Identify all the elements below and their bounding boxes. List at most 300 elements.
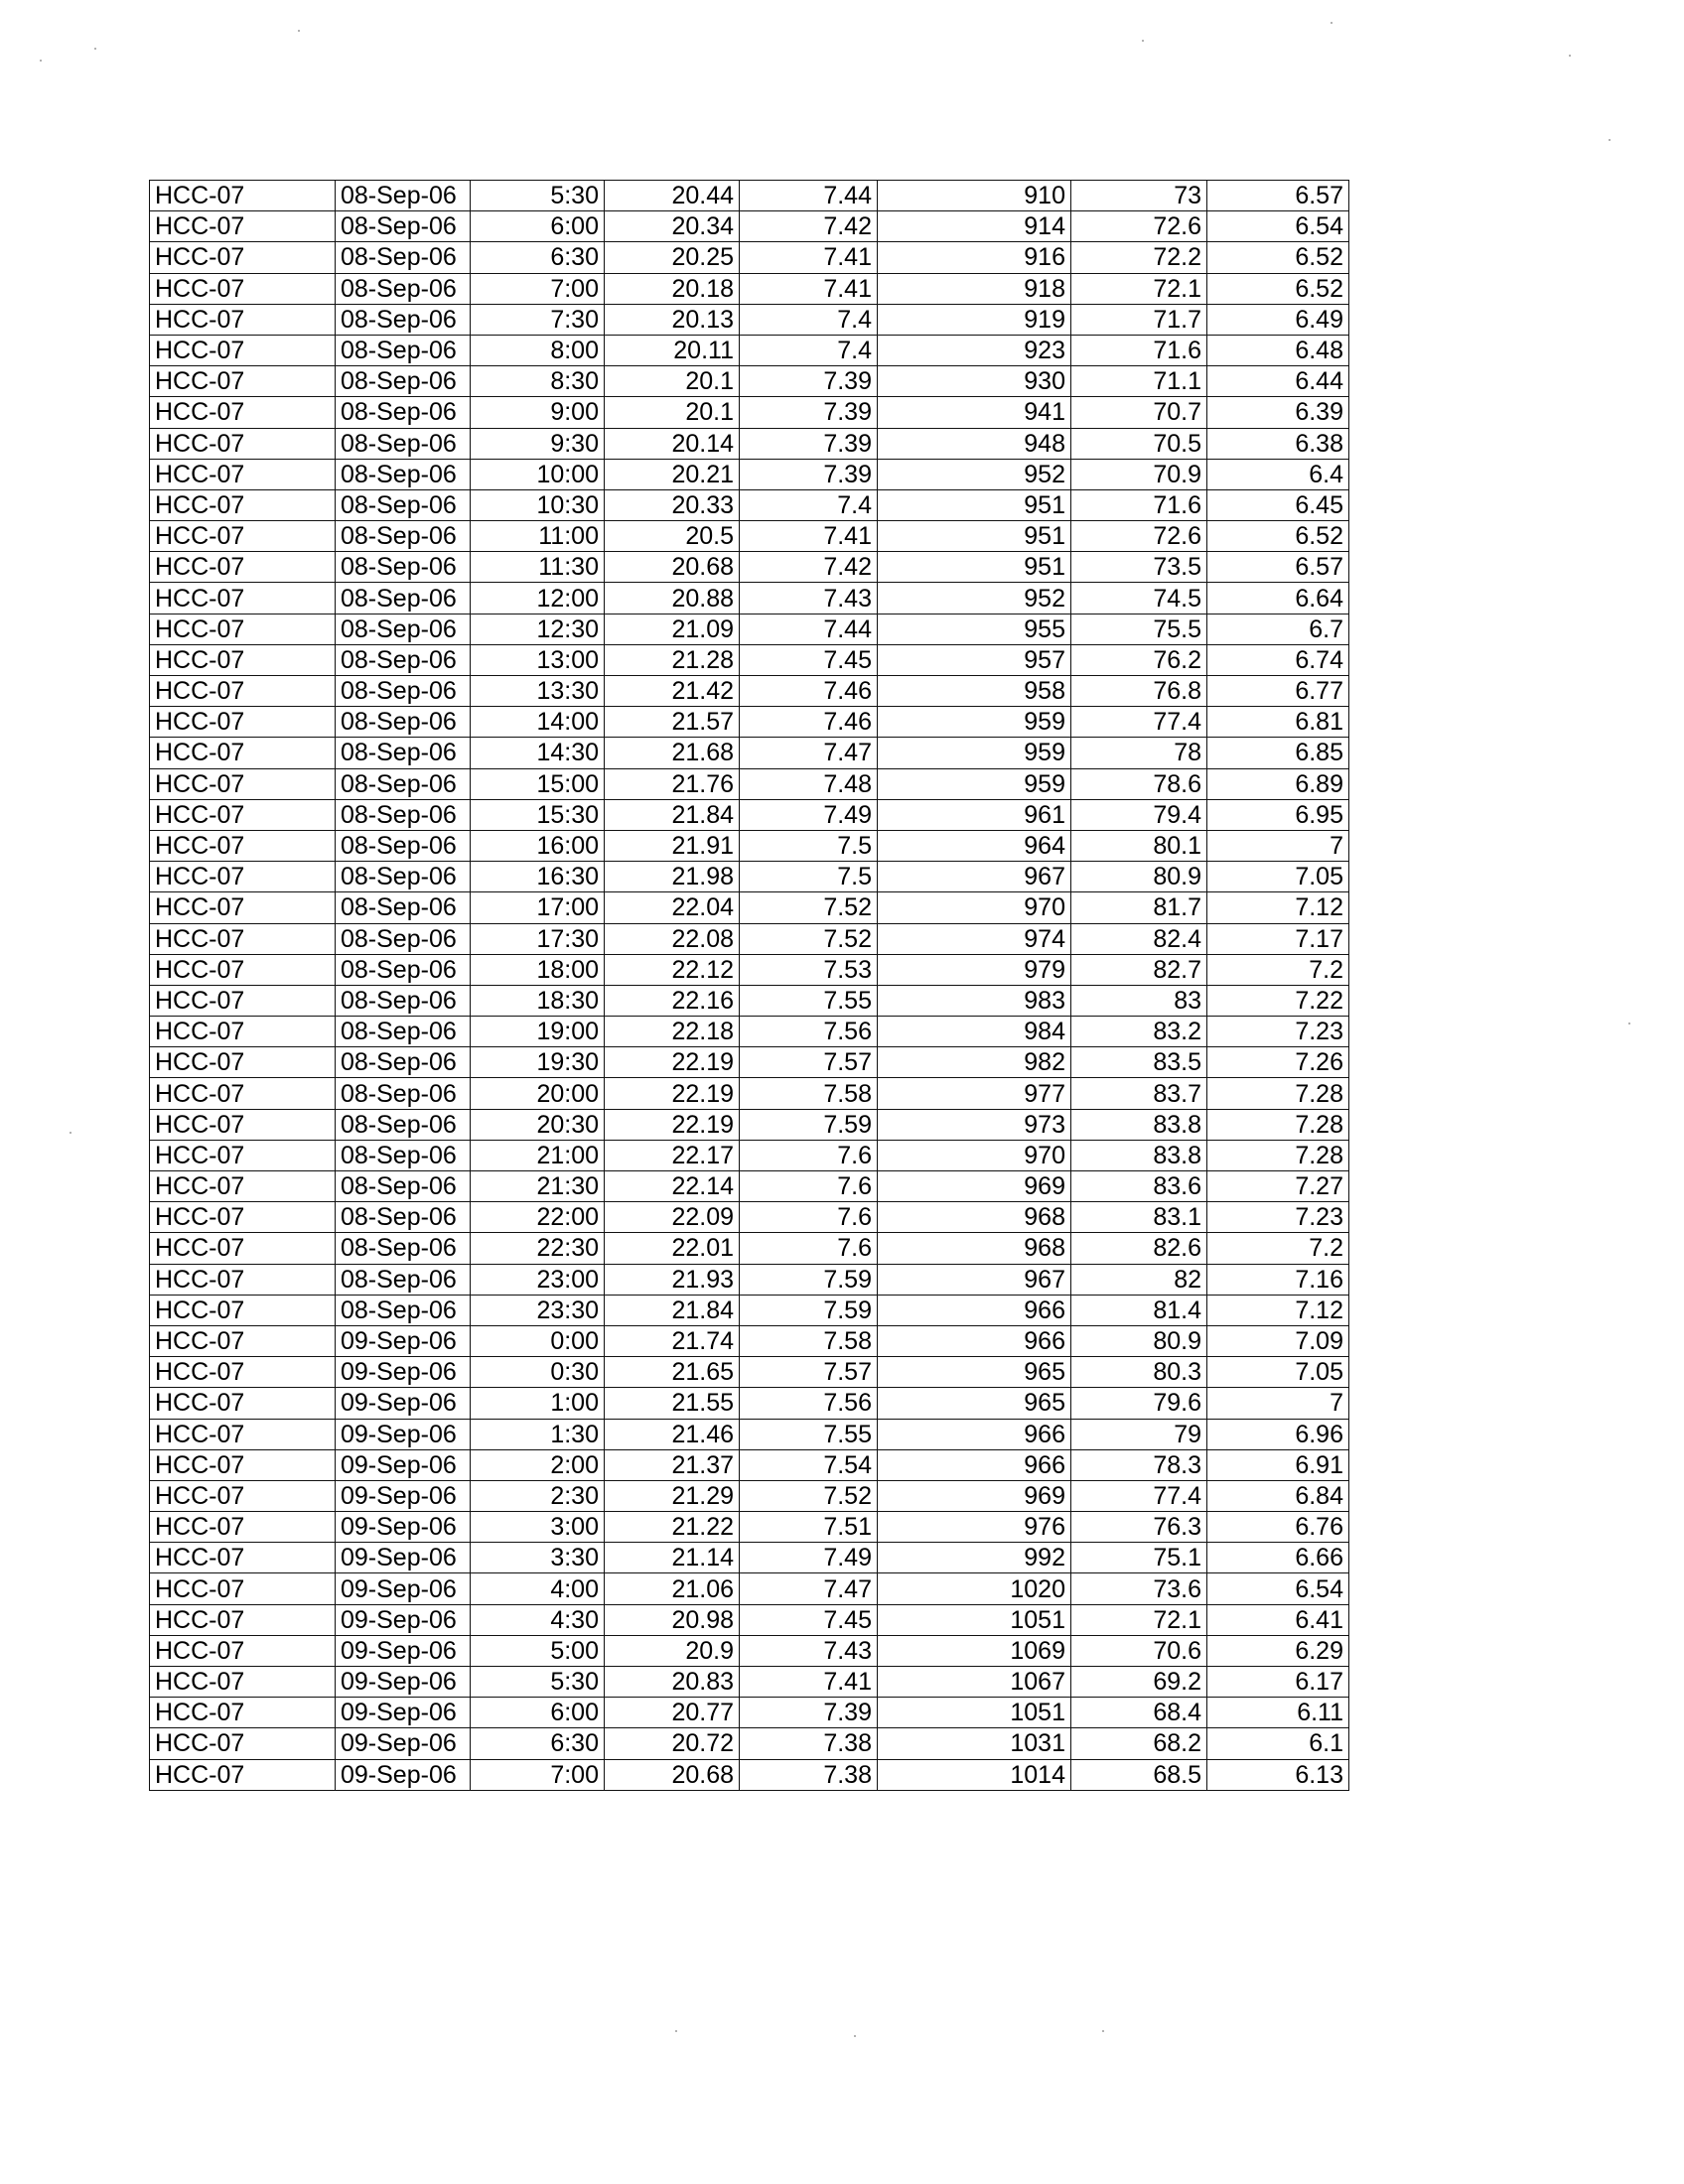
value-1-cell: 21.55 [605,1388,740,1419]
value-1-cell: 20.13 [605,304,740,335]
value-1-cell: 21.93 [605,1264,740,1295]
value-2-cell: 7.4 [740,489,878,520]
value-2-cell: 7.38 [740,1728,878,1759]
date-cell: 09-Sep-06 [336,1512,471,1543]
time-cell: 16:30 [471,862,605,892]
value-2-cell: 7.6 [740,1202,878,1233]
value-5-cell: 7.2 [1207,954,1349,985]
value-1-cell: 20.44 [605,181,740,211]
date-cell: 09-Sep-06 [336,1543,471,1573]
value-3-cell: 982 [878,1047,1071,1078]
time-cell: 19:00 [471,1017,605,1047]
value-3-cell: 969 [878,1480,1071,1511]
value-4-cell: 80.9 [1071,1325,1207,1356]
value-4-cell: 83.8 [1071,1109,1207,1140]
value-4-cell: 82.4 [1071,923,1207,954]
value-4-cell: 75.1 [1071,1543,1207,1573]
date-cell: 08-Sep-06 [336,242,471,273]
station-id-cell: HCC-07 [150,304,336,335]
table-row [150,1480,1349,1511]
value-3-cell: 966 [878,1295,1071,1325]
table-row [150,830,1349,861]
station-id-cell: HCC-07 [150,1667,336,1698]
station-id-cell: HCC-07 [150,1357,336,1388]
value-3-cell: 1051 [878,1698,1071,1728]
time-cell: 22:00 [471,1202,605,1233]
value-2-cell: 7.51 [740,1512,878,1543]
table-row [150,552,1349,583]
value-2-cell: 7.56 [740,1388,878,1419]
time-cell: 14:30 [471,738,605,768]
value-3-cell: 973 [878,1109,1071,1140]
station-id-cell: HCC-07 [150,242,336,273]
value-1-cell: 22.17 [605,1140,740,1170]
table-row [150,397,1349,428]
value-5-cell: 7.17 [1207,923,1349,954]
table-body [150,181,1349,1791]
value-3-cell: 976 [878,1512,1071,1543]
value-4-cell: 76.2 [1071,644,1207,675]
value-2-cell: 7.42 [740,552,878,583]
value-4-cell: 83 [1071,985,1207,1016]
time-cell: 23:30 [471,1295,605,1325]
value-5-cell: 7.05 [1207,1357,1349,1388]
table-row [150,1698,1349,1728]
time-cell: 9:00 [471,397,605,428]
value-1-cell: 21.68 [605,738,740,768]
value-1-cell: 21.98 [605,862,740,892]
value-2-cell: 7.39 [740,459,878,489]
value-3-cell: 966 [878,1419,1071,1449]
value-5-cell: 6.95 [1207,799,1349,830]
value-5-cell: 7.28 [1207,1109,1349,1140]
value-5-cell: 7.23 [1207,1017,1349,1047]
value-3-cell: 965 [878,1357,1071,1388]
value-3-cell: 966 [878,1325,1071,1356]
time-cell: 6:00 [471,211,605,242]
value-5-cell: 6.77 [1207,676,1349,707]
value-1-cell: 20.5 [605,521,740,552]
value-3-cell: 957 [878,644,1071,675]
value-2-cell: 7.59 [740,1264,878,1295]
table-row [150,1295,1349,1325]
value-3-cell: 1014 [878,1759,1071,1790]
value-5-cell: 6.1 [1207,1728,1349,1759]
date-cell: 09-Sep-06 [336,1388,471,1419]
value-2-cell: 7.38 [740,1759,878,1790]
value-2-cell: 7.39 [740,428,878,459]
station-id-cell: HCC-07 [150,489,336,520]
value-2-cell: 7.58 [740,1078,878,1109]
time-cell: 8:00 [471,335,605,365]
date-cell: 08-Sep-06 [336,459,471,489]
value-5-cell: 6.66 [1207,1543,1349,1573]
value-1-cell: 22.09 [605,1202,740,1233]
date-cell: 09-Sep-06 [336,1573,471,1604]
time-cell: 16:00 [471,830,605,861]
value-5-cell: 7.28 [1207,1140,1349,1170]
date-cell: 09-Sep-06 [336,1480,471,1511]
value-3-cell: 914 [878,211,1071,242]
value-5-cell: 6.91 [1207,1449,1349,1480]
table-row [150,1325,1349,1356]
table-row [150,1140,1349,1170]
time-cell: 7:30 [471,304,605,335]
station-id-cell: HCC-07 [150,459,336,489]
value-2-cell: 7.41 [740,521,878,552]
station-id-cell: HCC-07 [150,1109,336,1140]
value-3-cell: 974 [878,923,1071,954]
value-1-cell: 22.01 [605,1233,740,1264]
date-cell: 09-Sep-06 [336,1357,471,1388]
date-cell: 08-Sep-06 [336,799,471,830]
value-3-cell: 1051 [878,1604,1071,1635]
value-5-cell: 6.13 [1207,1759,1349,1790]
value-3-cell: 958 [878,676,1071,707]
value-1-cell: 21.65 [605,1357,740,1388]
table-row [150,521,1349,552]
table-row [150,1047,1349,1078]
date-cell: 09-Sep-06 [336,1635,471,1666]
value-2-cell: 7.46 [740,676,878,707]
date-cell: 09-Sep-06 [336,1759,471,1790]
table-row [150,211,1349,242]
value-2-cell: 7.43 [740,1635,878,1666]
value-2-cell: 7.47 [740,1573,878,1604]
value-4-cell: 80.3 [1071,1357,1207,1388]
value-2-cell: 7.44 [740,181,878,211]
date-cell: 08-Sep-06 [336,489,471,520]
time-cell: 2:00 [471,1449,605,1480]
station-id-cell: HCC-07 [150,1388,336,1419]
value-3-cell: 961 [878,799,1071,830]
table-row [150,366,1349,397]
value-1-cell: 22.12 [605,954,740,985]
station-id-cell: HCC-07 [150,862,336,892]
date-cell: 08-Sep-06 [336,428,471,459]
time-cell: 3:30 [471,1543,605,1573]
value-2-cell: 7.55 [740,1419,878,1449]
value-1-cell: 22.08 [605,923,740,954]
value-3-cell: 968 [878,1202,1071,1233]
value-1-cell: 21.76 [605,768,740,799]
time-cell: 5:30 [471,1667,605,1698]
value-2-cell: 7.52 [740,1480,878,1511]
value-4-cell: 77.4 [1071,1480,1207,1511]
value-3-cell: 967 [878,862,1071,892]
time-cell: 18:30 [471,985,605,1016]
station-id-cell: HCC-07 [150,676,336,707]
value-3-cell: 968 [878,1233,1071,1264]
value-3-cell: 951 [878,521,1071,552]
station-id-cell: HCC-07 [150,211,336,242]
table-row [150,1233,1349,1264]
value-5-cell: 7.05 [1207,862,1349,892]
time-cell: 11:30 [471,552,605,583]
value-5-cell: 7.12 [1207,892,1349,923]
time-cell: 21:00 [471,1140,605,1170]
value-5-cell: 6.29 [1207,1635,1349,1666]
value-2-cell: 7.39 [740,1698,878,1728]
time-cell: 17:30 [471,923,605,954]
value-5-cell: 6.57 [1207,552,1349,583]
value-1-cell: 20.14 [605,428,740,459]
value-2-cell: 7.47 [740,738,878,768]
table-row [150,676,1349,707]
value-5-cell: 6.45 [1207,489,1349,520]
time-cell: 23:00 [471,1264,605,1295]
value-3-cell: 1020 [878,1573,1071,1604]
value-1-cell: 20.1 [605,397,740,428]
table-row [150,428,1349,459]
time-cell: 0:00 [471,1325,605,1356]
value-3-cell: 930 [878,366,1071,397]
station-id-cell: HCC-07 [150,1604,336,1635]
station-id-cell: HCC-07 [150,273,336,304]
station-id-cell: HCC-07 [150,583,336,614]
station-id-cell: HCC-07 [150,799,336,830]
value-3-cell: 979 [878,954,1071,985]
date-cell: 08-Sep-06 [336,1078,471,1109]
date-cell: 08-Sep-06 [336,335,471,365]
date-cell: 08-Sep-06 [336,304,471,335]
station-id-cell: HCC-07 [150,738,336,768]
value-2-cell: 7.5 [740,830,878,861]
value-2-cell: 7.59 [740,1295,878,1325]
value-3-cell: 910 [878,181,1071,211]
value-1-cell: 20.1 [605,366,740,397]
table-row [150,1759,1349,1790]
value-5-cell: 6.39 [1207,397,1349,428]
value-3-cell: 967 [878,1264,1071,1295]
time-cell: 12:30 [471,614,605,644]
station-id-cell: HCC-07 [150,521,336,552]
value-4-cell: 83.5 [1071,1047,1207,1078]
value-3-cell: 951 [878,552,1071,583]
station-id-cell: HCC-07 [150,892,336,923]
value-4-cell: 82.6 [1071,1233,1207,1264]
value-1-cell: 20.83 [605,1667,740,1698]
value-4-cell: 72.6 [1071,521,1207,552]
data-table [149,180,1349,1791]
value-1-cell: 20.25 [605,242,740,273]
date-cell: 08-Sep-06 [336,552,471,583]
station-id-cell: HCC-07 [150,1264,336,1295]
value-5-cell: 6.74 [1207,644,1349,675]
value-4-cell: 83.1 [1071,1202,1207,1233]
table-row [150,1604,1349,1635]
value-4-cell: 71.6 [1071,489,1207,520]
value-1-cell: 22.19 [605,1047,740,1078]
value-3-cell: 959 [878,707,1071,738]
value-5-cell: 6.57 [1207,181,1349,211]
value-4-cell: 73.5 [1071,552,1207,583]
value-5-cell: 6.54 [1207,1573,1349,1604]
value-4-cell: 68.5 [1071,1759,1207,1790]
time-cell: 7:00 [471,273,605,304]
value-1-cell: 21.14 [605,1543,740,1573]
value-4-cell: 74.5 [1071,583,1207,614]
time-cell: 11:00 [471,521,605,552]
station-id-cell: HCC-07 [150,181,336,211]
station-id-cell: HCC-07 [150,1480,336,1511]
value-1-cell: 21.09 [605,614,740,644]
value-2-cell: 7.39 [740,366,878,397]
value-1-cell: 20.77 [605,1698,740,1728]
value-2-cell: 7.43 [740,583,878,614]
date-cell: 08-Sep-06 [336,1140,471,1170]
date-cell: 08-Sep-06 [336,676,471,707]
station-id-cell: HCC-07 [150,1698,336,1728]
value-2-cell: 7.56 [740,1017,878,1047]
value-3-cell: 952 [878,583,1071,614]
value-2-cell: 7.49 [740,1543,878,1573]
station-id-cell: HCC-07 [150,1017,336,1047]
value-4-cell: 80.1 [1071,830,1207,861]
table-row [150,892,1349,923]
date-cell: 08-Sep-06 [336,738,471,768]
time-cell: 8:30 [471,366,605,397]
value-1-cell: 20.88 [605,583,740,614]
table-row [150,1543,1349,1573]
value-5-cell: 6.52 [1207,273,1349,304]
value-3-cell: 964 [878,830,1071,861]
table-row [150,985,1349,1016]
value-5-cell: 6.48 [1207,335,1349,365]
value-3-cell: 1031 [878,1728,1071,1759]
value-5-cell: 7 [1207,830,1349,861]
station-id-cell: HCC-07 [150,830,336,861]
date-cell: 08-Sep-06 [336,1264,471,1295]
value-5-cell: 7.27 [1207,1171,1349,1202]
value-4-cell: 78.3 [1071,1449,1207,1480]
value-2-cell: 7.49 [740,799,878,830]
value-2-cell: 7.45 [740,644,878,675]
time-cell: 0:30 [471,1357,605,1388]
date-cell: 08-Sep-06 [336,211,471,242]
date-cell: 08-Sep-06 [336,1202,471,1233]
date-cell: 08-Sep-06 [336,862,471,892]
value-1-cell: 20.72 [605,1728,740,1759]
value-4-cell: 68.4 [1071,1698,1207,1728]
value-4-cell: 82.7 [1071,954,1207,985]
station-id-cell: HCC-07 [150,954,336,985]
value-4-cell: 83.8 [1071,1140,1207,1170]
station-id-cell: HCC-07 [150,552,336,583]
value-3-cell: 916 [878,242,1071,273]
value-2-cell: 7.58 [740,1325,878,1356]
time-cell: 6:00 [471,1698,605,1728]
time-cell: 10:30 [471,489,605,520]
table-row [150,768,1349,799]
value-3-cell: 970 [878,892,1071,923]
table-row [150,583,1349,614]
value-1-cell: 21.42 [605,676,740,707]
time-cell: 15:00 [471,768,605,799]
value-2-cell: 7.41 [740,1667,878,1698]
value-5-cell: 7.23 [1207,1202,1349,1233]
time-cell: 20:00 [471,1078,605,1109]
value-5-cell: 6.17 [1207,1667,1349,1698]
time-cell: 5:30 [471,181,605,211]
value-4-cell: 70.7 [1071,397,1207,428]
value-2-cell: 7.42 [740,211,878,242]
value-5-cell: 6.54 [1207,211,1349,242]
time-cell: 15:30 [471,799,605,830]
value-5-cell: 7.16 [1207,1264,1349,1295]
time-cell: 14:00 [471,707,605,738]
value-1-cell: 22.16 [605,985,740,1016]
value-1-cell: 21.74 [605,1325,740,1356]
value-3-cell: 984 [878,1017,1071,1047]
value-4-cell: 71.6 [1071,335,1207,365]
value-2-cell: 7.41 [740,242,878,273]
value-4-cell: 69.2 [1071,1667,1207,1698]
value-5-cell: 6.52 [1207,242,1349,273]
time-cell: 21:30 [471,1171,605,1202]
date-cell: 09-Sep-06 [336,1325,471,1356]
value-4-cell: 78.6 [1071,768,1207,799]
station-id-cell: HCC-07 [150,1171,336,1202]
station-id-cell: HCC-07 [150,335,336,365]
date-cell: 08-Sep-06 [336,1109,471,1140]
date-cell: 08-Sep-06 [336,892,471,923]
date-cell: 09-Sep-06 [336,1604,471,1635]
date-cell: 08-Sep-06 [336,1233,471,1264]
date-cell: 08-Sep-06 [336,273,471,304]
table-row [150,1078,1349,1109]
station-id-cell: HCC-07 [150,614,336,644]
value-1-cell: 21.37 [605,1449,740,1480]
value-5-cell: 6.11 [1207,1698,1349,1728]
time-cell: 18:00 [471,954,605,985]
value-3-cell: 966 [878,1449,1071,1480]
value-3-cell: 970 [878,1140,1071,1170]
value-2-cell: 7.46 [740,707,878,738]
station-id-cell: HCC-07 [150,1419,336,1449]
table-row [150,1728,1349,1759]
station-id-cell: HCC-07 [150,366,336,397]
date-cell: 08-Sep-06 [336,644,471,675]
date-cell: 09-Sep-06 [336,1667,471,1698]
time-cell: 10:00 [471,459,605,489]
value-4-cell: 70.6 [1071,1635,1207,1666]
value-4-cell: 80.9 [1071,862,1207,892]
value-4-cell: 72.2 [1071,242,1207,273]
value-2-cell: 7.57 [740,1357,878,1388]
table-row [150,707,1349,738]
value-2-cell: 7.57 [740,1047,878,1078]
value-4-cell: 82 [1071,1264,1207,1295]
time-cell: 6:30 [471,242,605,273]
date-cell: 09-Sep-06 [336,1698,471,1728]
time-cell: 4:00 [471,1573,605,1604]
value-1-cell: 21.84 [605,1295,740,1325]
table-row [150,1512,1349,1543]
table-row [150,862,1349,892]
value-4-cell: 71.7 [1071,304,1207,335]
table-row [150,1264,1349,1295]
value-4-cell: 78 [1071,738,1207,768]
value-4-cell: 72.1 [1071,273,1207,304]
table-row [150,273,1349,304]
value-2-cell: 7.55 [740,985,878,1016]
time-cell: 3:00 [471,1512,605,1543]
date-cell: 08-Sep-06 [336,1295,471,1325]
value-5-cell: 6.44 [1207,366,1349,397]
value-1-cell: 20.18 [605,273,740,304]
value-3-cell: 969 [878,1171,1071,1202]
